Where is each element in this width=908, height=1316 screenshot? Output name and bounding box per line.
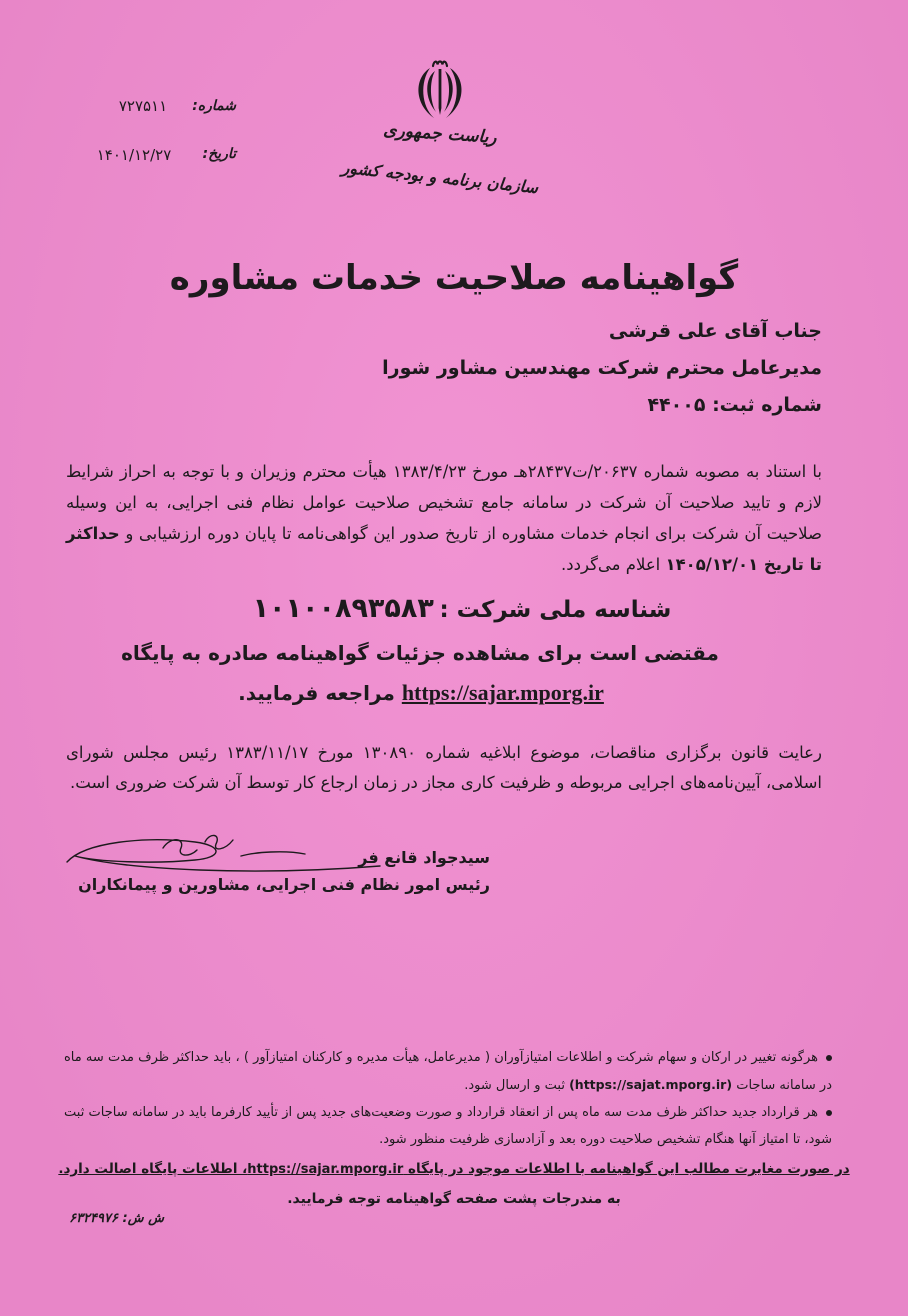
note-item bbox=[64, 1099, 832, 1153]
disclaimer-text: در صورت مغایرت مطالب این گواهینامه با اطلاعات موجود در پایگاه bbox=[407, 1161, 850, 1177]
disclaimer-text-end: ، اطلاعات پایگاه اصالت دارد. bbox=[58, 1161, 248, 1177]
note-text: هر قرارداد جدید حداکثر ظرف مدت سه ماه پس از انعقاد قرارداد و صورت وضعیت‌های جدید پس از تأیید کارفرما باید در سامانه ساجات ثبت شود، تا امتیاز آنها هنگام تشخیص صلاحیت دوره بعد و آزادسازی ظرفیت منظور شود. bbox=[64, 1105, 832, 1147]
compliance-paragraph: رعایت قانون برگزاری مناقصات، موضوع ابلاغیه شماره ۱۳۰۸۹۰ مورخ ۱۳۸۳/۱۱/۱۷ رئیس مجلس شورای اسلامی، آیین‌نامه‌های اجرایی مربوطه و ظرفیت کاری مجاز در زمان ارجاع کار توسط آن شرکت ضروری است. bbox=[66, 743, 822, 792]
addressee-salutation: جناب آقای علی قرشی bbox=[608, 320, 822, 342]
signatory-name: سیدجواد قانع فر bbox=[358, 848, 490, 867]
certification-validity: حداکثر تا تاریخ ۱۴۰۵/۱۲/۰۱ bbox=[66, 524, 822, 574]
reference-date-label: تاریخ: bbox=[202, 146, 236, 162]
notes-list bbox=[64, 1044, 832, 1153]
serial-label: ش ش: bbox=[122, 1211, 164, 1226]
certificate-title: گواهینامه صلاحیت خدمات مشاوره bbox=[169, 258, 739, 298]
reference-date-value: ۱۴۰۱/۱۲/۲۷ bbox=[96, 146, 172, 164]
note-text-end: ثبت و ارسال شود. bbox=[464, 1078, 565, 1093]
handwritten-signature bbox=[55, 826, 395, 892]
iran-emblem-icon bbox=[408, 58, 472, 122]
bullet-icon bbox=[826, 1055, 832, 1061]
serial-value: ۶۳۲۴۹۷۶ bbox=[69, 1211, 118, 1226]
addressee-position: مدیرعامل محترم شرکت مهندسین مشاور شورا bbox=[382, 357, 822, 379]
national-id-value: ۱۰۱۰۰۸۹۳۵۸۳ bbox=[252, 593, 434, 624]
registration-value: ۴۴۰۰۵ bbox=[647, 394, 706, 416]
note-text: هرگونه تغییر در ارکان و سهام شرکت و اطلاعات امتیازآوران ( مدیرعامل، هیأت مدیره و کارکنان امتیازآور ) ، باید حداکثر ظرف مدت سه ماه در سامانه ساجات bbox=[64, 1050, 832, 1093]
letterhead-organization: سازمان برنامه و بودجه کشور bbox=[340, 157, 540, 198]
disclaimer-url: https://sajar.mporg.ir bbox=[247, 1162, 404, 1177]
back-page-note: به مندرجات پشت صفحه گواهینامه توجه فرمایید. bbox=[287, 1191, 621, 1207]
national-id bbox=[16, 590, 908, 631]
disclaimer bbox=[0, 1156, 908, 1183]
bullet-icon bbox=[826, 1110, 832, 1116]
portal-notice-line1: مقتضی است برای مشاهده جزئیات گواهینامه صادره به پایگاه bbox=[121, 641, 719, 665]
registration-label: شماره ثبت: bbox=[712, 394, 822, 416]
note-url: (https://sajat.mporg.ir) bbox=[569, 1077, 733, 1092]
note-item bbox=[64, 1044, 832, 1099]
portal-notice-end: مراجعه فرمایید. bbox=[238, 681, 395, 705]
certification-text-end: اعلام می‌گردد. bbox=[561, 555, 661, 574]
registration-number bbox=[647, 390, 822, 420]
reference-number-label: شماره: bbox=[192, 98, 236, 114]
reference-number-value: ۷۲۷۵۱۱ bbox=[118, 97, 168, 115]
certification-text: با استناد به مصوبه شماره ۲۰۶۳۷/ت۲۸۴۳۷هـ مورخ ۱۳۸۳/۴/۲۳ هیأت محترم وزیران و با توجه به احراز شرایط لازم و تایید صلاحیت آن شرکت در سامانه جامع تشخیص صلاحیت عوامل نظام فنی اجرایی، به این وسیله صلاحیت آن شرکت برای انجام خدمات مشاوره از تاریخ صدور این گواهی‌نامه تا پایان دوره ارزشیابی و bbox=[66, 462, 822, 543]
letterhead-presidency: ریاست جمهوری bbox=[382, 120, 498, 148]
national-id-label: شناسه ملی شرکت : bbox=[439, 597, 672, 623]
portal-notice-line2 bbox=[0, 676, 842, 710]
serial-number bbox=[44, 1211, 164, 1226]
certification-paragraph bbox=[66, 456, 822, 580]
signatory-title: رئیس امور نظام فنی اجرایی، مشاورین و پیمانکاران bbox=[78, 875, 490, 894]
portal-url: https://sajar.mporg.ir bbox=[401, 680, 604, 705]
